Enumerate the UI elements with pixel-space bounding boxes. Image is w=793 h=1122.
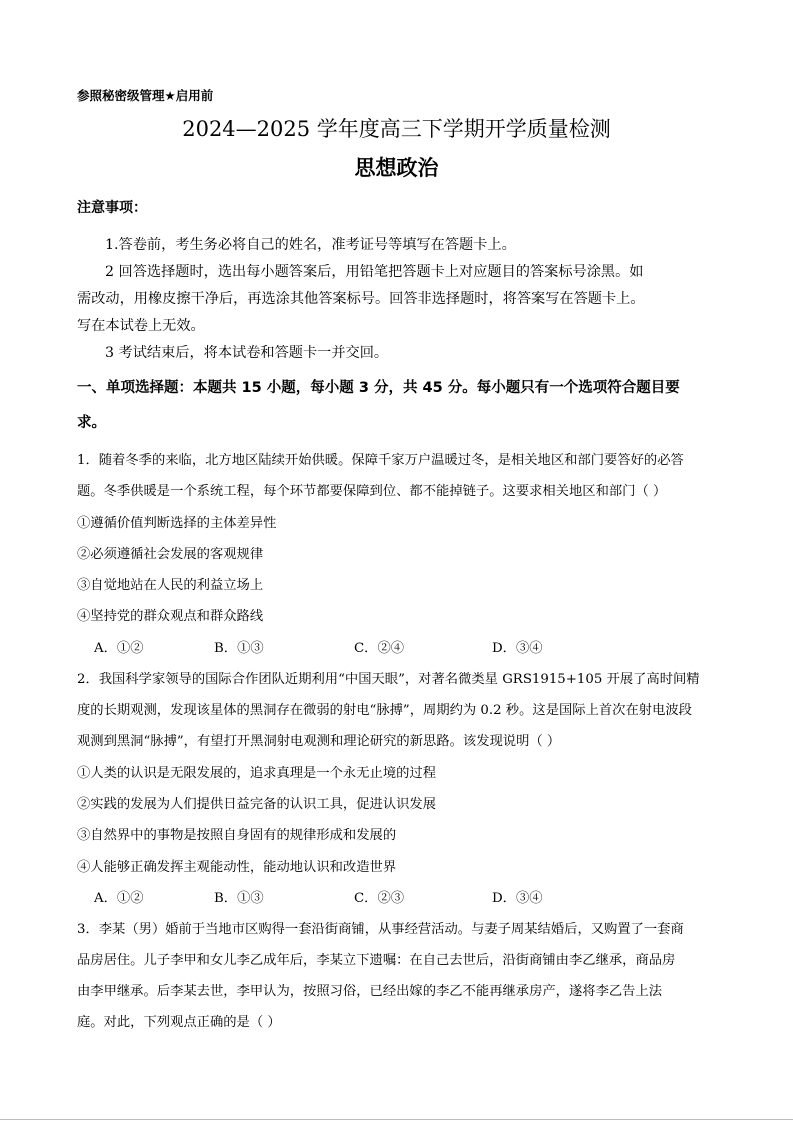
question-2-stem: 度的长期观测，发现该星体的黑洞存在微弱的射电“脉搏”，周期约为 0.2 秒。这是国际上首次在射电波段 (77, 703, 692, 718)
question-3-stem: 3．李某（男）婚前于当地市区购得一套沿街商铺，从事经营活动。与妻子周某结婚后，又购置了一套商 (77, 922, 684, 937)
page-bottom-border (0, 1119, 793, 1120)
secret-level-label: 参照秘密级管理★启用前 (77, 88, 214, 103)
question-2-stem: 2．我国科学家领导的国际合作团队近期利用“中国天眼”，对著名微类星 GRS1915+105 开展了高时间精 (77, 672, 700, 687)
exam-title: 2024—2025 学年度高三下学期开学质量检测 (182, 117, 611, 141)
question-2-item: ②实践的发展为人们提供日益完备的认识工具，促进认识发展 (77, 797, 437, 812)
notice-line: 3 考试结束后，将本试卷和答题卡一并交回。 (105, 345, 389, 361)
question-2-item: ③自然界中的事物是按照自身固有的规律形成和发展的 (77, 828, 397, 843)
question-2-option-b[interactable]: B．①③ (214, 891, 264, 906)
question-3-stem: 由李甲继承。后李某去世，李甲认为，按照习俗，已经出嫁的李乙不能再继承房产，遂将李乙告上法 (77, 984, 663, 999)
question-2-option-a[interactable]: A．①② (94, 891, 144, 906)
notice-line: 1.答卷前，考生务必将自己的姓名，准考证号等填写在答题卡上。 (105, 237, 516, 253)
question-2-option-c[interactable]: C．②③ (354, 891, 405, 906)
question-2-option-d[interactable]: D．③④ (492, 891, 543, 906)
section-heading: 一、单项选择题：本题共 15 小题，每小题 3 分，共 45 分。每小题只有一个选项符合题目要 (77, 380, 680, 396)
question-1-stem: 题。冬季供暖是一个系统工程，每个环节都要保障到位、都不能掉链子。这要求相关地区和部门（ ） (77, 484, 667, 499)
question-2-item: ④人能够正确发挥主观能动性，能动地认识和改造世界 (77, 860, 397, 875)
question-3-stem: 庭。对此，下列观点正确的是（ ） (77, 1015, 281, 1030)
question-2-stem: 观测到黑洞“脉搏”，有望打开黑洞射电观测和理论研究的新思路。该发现说明（ ） (77, 734, 561, 749)
question-1-item: ③自觉地站在人民的利益立场上 (77, 578, 264, 593)
notice-line: 2 回答选择题时，选出每小题答案后，用铅笔把答题卡上对应题目的答案标号涂黑。如 (105, 264, 644, 280)
question-1-option-b[interactable]: B．①③ (214, 641, 264, 656)
section-heading-cont: 求。 (77, 415, 106, 431)
question-1-option-a[interactable]: A．①② (94, 641, 144, 656)
question-1-item: ④坚持党的群众观点和群众路线 (77, 609, 264, 624)
notice-heading: 注意事项： (77, 200, 147, 216)
notice-line: 需改动，用橡皮擦干净后，再选涂其他答案标号。回答非选择题时，将答案写在答题卡上。 (77, 291, 645, 307)
subject-title: 思想政治 (354, 155, 439, 180)
question-1-item: ②必须遵循社会发展的客观规律 (77, 547, 264, 562)
notice-line: 写在本试卷上无效。 (77, 318, 205, 334)
question-1-option-c[interactable]: C．②④ (354, 641, 405, 656)
question-1-option-d[interactable]: D．③④ (492, 641, 543, 656)
question-1-stem: 1．随着冬季的来临，北方地区陆续开始供暖。保障千家万户温暖过冬，是相关地区和部门要答好的必答 (77, 453, 684, 468)
question-1-item: ①遵循价值判断选择的主体差异性 (77, 516, 277, 531)
question-2-item: ①人类的认识是无限发展的，追求真理是一个永无止境的过程 (77, 766, 437, 781)
question-3-stem: 品房居住。儿子李甲和女儿李乙成年后，李某立下遗嘱：在自己去世后，沿街商铺由李乙继承，商品房 (77, 953, 676, 968)
